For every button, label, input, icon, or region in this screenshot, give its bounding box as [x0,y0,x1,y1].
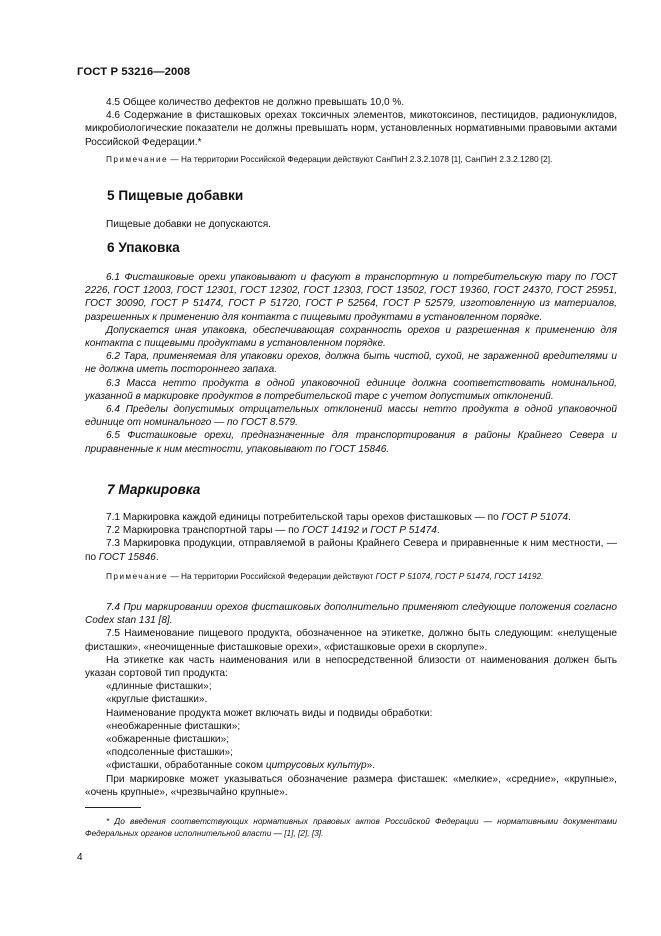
section-5-title: 5 Пищевые добавки [107,188,244,203]
section-6-block [85,271,617,456]
section-7-block-b [85,601,617,799]
para-6-3: 6.3 Масса нетто продукта в одной упаковочной единице должна соответствовать номинальной, указанной в маркировке продуктов в потребительской таре с учетом допустимых отклонений. [85,377,617,402]
para-7-5b: На этикетке как часть наименования или в непосредственной близости от наименования должен быть указан сортовой тип продукта: [85,654,617,680]
note-section-4 [85,153,617,165]
note-section-7: Примечание — На территории Российской Федерации действуют ГОСТ Р 51074, ГОСТ Р 51474, ГОСТ 14192. [106,571,544,581]
footnote-text: * До введения соответствующих нормативных правовых актов Российской Федерации — нормативными документами Федеральных органов исполнительной власти — [1], [2], [3]. [85,816,617,838]
proc-item: «необжаренные фисташки»; [106,720,241,732]
para-7-4: 7.4 При маркировании орехов фисташковых дополнительно применяют следующие положения согласно Codex stan 131 [8]. [85,602,617,627]
para-6-2: 6.2 Тара, применяемая для упаковки орехов, должна быть чистой, сухой, не зараженной вредителями и не должна иметь постороннего запаха. [85,351,617,376]
footnote-rule [85,807,141,808]
proc-item: «фисташки, обработанные соком цитрусовых культур». [106,760,376,772]
type-item: «круглые фисташки». [106,694,208,706]
para-6-1b: Допускается иная упаковка, обеспечивающая сохранность орехов и разрешенная к применению для контакта с пищевыми продуктами в установленном порядке. [85,324,617,350]
proc-item: «обжаренные фисташки»; [106,734,229,746]
section-7-block-a [85,511,617,564]
type-item: «длинные фисташки»; [106,681,212,693]
section-5-block [85,218,617,231]
para-6-1: 6.1 Фисташковые орехи упаковывают и фасуют в транспортную и потребительскую тару по ГОСТ 2226, ГОСТ 12003, ГОСТ 12301, ГОСТ 12302, ГОСТ 12303, ГОСТ 13502, ГОСТ 19360, ГОСТ 24370, ГОСТ 25951, ГОСТ 30090, ГОСТ Р 51474, ГОСТ Р 51720, ГОСТ Р 52564, ГОСТ Р 52579, изготовленную из материалов, разрешенных к применению для контакта с пищевыми продуктами в установленном порядке. [85,272,617,323]
page-header: ГОСТ Р 53216—2008 [77,66,191,78]
para-7-2: 7.2 Маркировка транспортной тары — по ГОСТ 14192 и ГОСТ Р 51474. [106,525,440,537]
note-label: Примечание [106,154,169,164]
para-5: Пищевые добавки не допускаются. [106,219,271,230]
section-4-block [85,96,617,149]
para-7-5: 7.5 Наименование пищевого продукта, обозначенное на этикетке, должно быть следующим: «нелущеные фисташки», «неочищенные фисташковые орехи», «фисташковые орехи в скорлупе». [85,628,617,653]
para-7-5d: При маркировке может указываться обозначение размера фисташек: «мелкие», «средние», «крупные», «очень крупные», «чрезвычайно крупные». [85,773,617,798]
para-6-5: 6.5 Фисташковые орехи, предназначенные для транспортирования в районы Крайнего Севера и приравненные к ним местности, упаковывают по ГОСТ 15846. [85,430,617,455]
footnote [85,815,617,839]
section-7-title: 7 Маркировка [107,482,201,497]
proc-item: «подсоленные фисташки»; [106,747,233,759]
para-6-4: 6.4 Пределы допустимых отрицательных отклонений массы нетто продукта в одной упаковочной единице от номинального — по ГОСТ 8.579. [85,404,617,429]
note-text: — На территории Российской Федерации действуют СанПиН 2.3.2.1078 [1], СанПиН 2.3.2.1280 [2]. [170,154,553,164]
para-7-5c: Наименование продукта может включать виды и подвиды обработки: [106,707,433,719]
para-4-5: 4.5 Общее количество дефектов не должно превышать 10,0 %. [106,97,405,108]
note-label: Примечание [106,571,169,581]
para-7-3: 7.3 Маркировка продукции, отправляемой в районы Крайнего Севера и приравненные к ним местности, — по ГОСТ 15846. [85,538,617,563]
section-6-title: 6 Упаковка [107,240,180,255]
para-7-1: 7.1 Маркировка каждой единицы потребительской тары орехов фисташковых — по ГОСТ Р 51074. [106,512,571,523]
para-4-6: 4.6 Содержание в фисташковых орехах токсичных элементов, микотоксинов, пестицидов, радионуклидов, микробиологические показатели не должны превышать норм, установленных нормативными правовыми актами Российской Федерации.* [85,110,617,148]
page-number: 4 [77,852,83,863]
